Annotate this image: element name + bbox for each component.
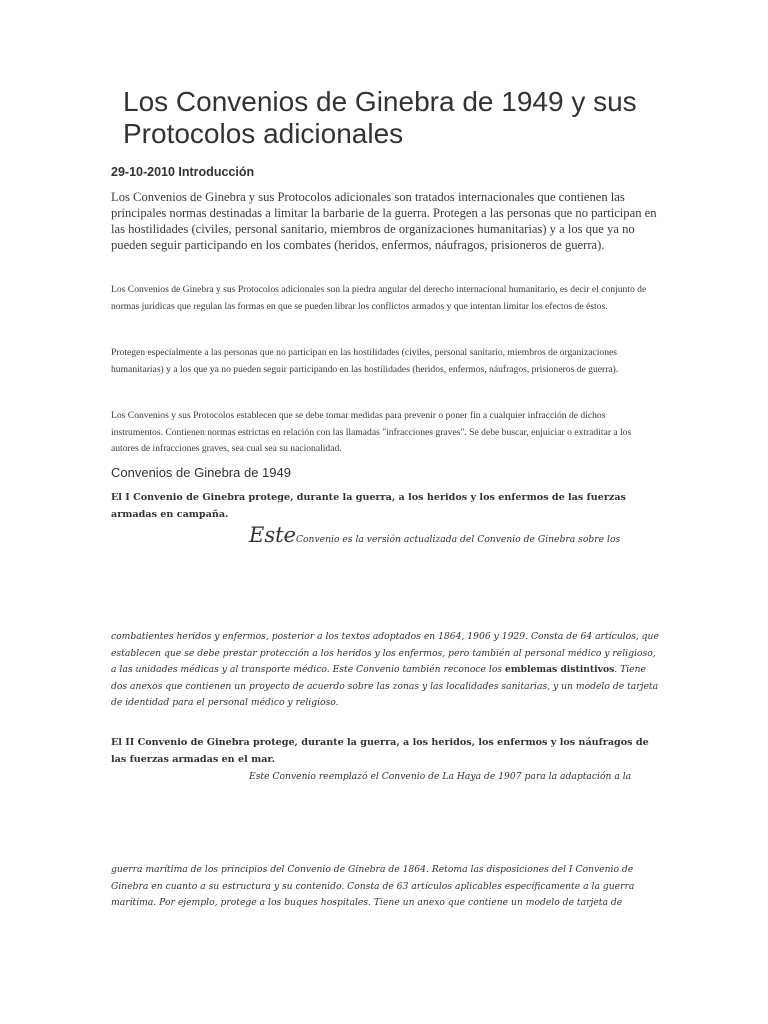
convention-1-heading: El I Convenio de Ginebra protege, durante la guerra, a los heridos y los enfermos de las fuerzas armadas en campaña. <box>111 492 626 520</box>
convention-1-lead-rest: Convenio es la versión actualizada del Convenio de Ginebra sobre los <box>295 534 621 545</box>
paragraph-infractions: Los Convenios y sus Protocolos establecen que se debe tomar medidas para prevenir o poner fin a cualquier infracción de dichos instrumentos. Contienen normas estrictas en relación con las llamadas "infracciones graves". Se debe buscar, enjuiciar o extraditar a los autores de infracciones graves, sea cual sea su nacionalidad. <box>111 410 632 454</box>
section-heading: Convenios de Ginebra de 1949 <box>111 465 291 480</box>
distinctive-emblems-text: emblemas distintivos <box>505 664 615 675</box>
date-heading: 29-10-2010 Introducción <box>111 165 255 179</box>
intro-paragraph: Los Convenios de Ginebra y sus Protocolos adicionales son tratados internacionales que contienen las principales normas destinadas a limitar la barbarie de la guerra. Protegen a las personas que no participan en las hostilidades (civiles, personal sanitario, miembros de organizaciones humanitarias) y a los que ya no pueden seguir participando en los combates (heridos, enfermos, náufragos, prisioneros de guerra). <box>111 190 657 252</box>
convention-1-lead-big: Este <box>249 523 296 547</box>
convention-2-heading: El II Convenio de Ginebra protege, durante la guerra, a los heridos, los enfermos y los náufragos de las fuerzas armadas en el mar. <box>111 737 649 765</box>
convention-1-body-text: combatientes heridos y enfermos, posterior a los textos adoptados en 1864, 1906 y 1929. Consta de 64 artículos, que establecen que se debe prestar protección a los heridos y los enfermos, pero también al personal médico y religioso, a las unidades médicas y al transporte médico. Este Convenio también reconoce los <box>111 631 659 675</box>
convention-1-lead <box>249 523 621 547</box>
paragraph-protection: Protegen especialmente a las personas que no participan en las hostilidades (civiles, personal sanitario, miembros de organizaciones humanitarias) y a los que ya no pueden seguir participando en las hostilidades (heridos, enfermos, náufragos, prisioneros de guerra). <box>111 347 619 375</box>
paragraph-cornerstone: Los Convenios de Ginebra y sus Protocolos adicionales son la piedra angular del derecho internacional humanitario, es decir el conjunto de normas jurídicas que regulan las formas en que se pueden librar los conflictos armados y que intentan limitar los efectos de éstos. <box>111 284 647 312</box>
convention-1-body <box>111 629 659 712</box>
page-title: Los Convenios de Ginebra de 1949 y sus Protocolos adicionales <box>123 86 637 149</box>
convention-2-body: guerra marítima de los principios del Convenio de Ginebra de 1864. Retoma las disposiciones del I Convenio de Ginebra en cuanto a su estructura y su contenido. Consta de 63 artículos aplicables específicamente a la guerra marítima. Por ejemplo, protege a los buques hospitales. Tiene un anexo que contiene un modelo de tarjeta de <box>111 864 635 908</box>
convention-2-lead: Este Convenio reemplazó el Convenio de La Haya de 1907 para la adaptación a la <box>249 771 632 782</box>
convention-1-body-text-end: . Tiene dos anexos que contienen un proyecto de acuerdo sobre las zonas y las localidades sanitarias, y un modelo de tarjeta de identidad para el personal médico y religioso. <box>111 664 659 708</box>
